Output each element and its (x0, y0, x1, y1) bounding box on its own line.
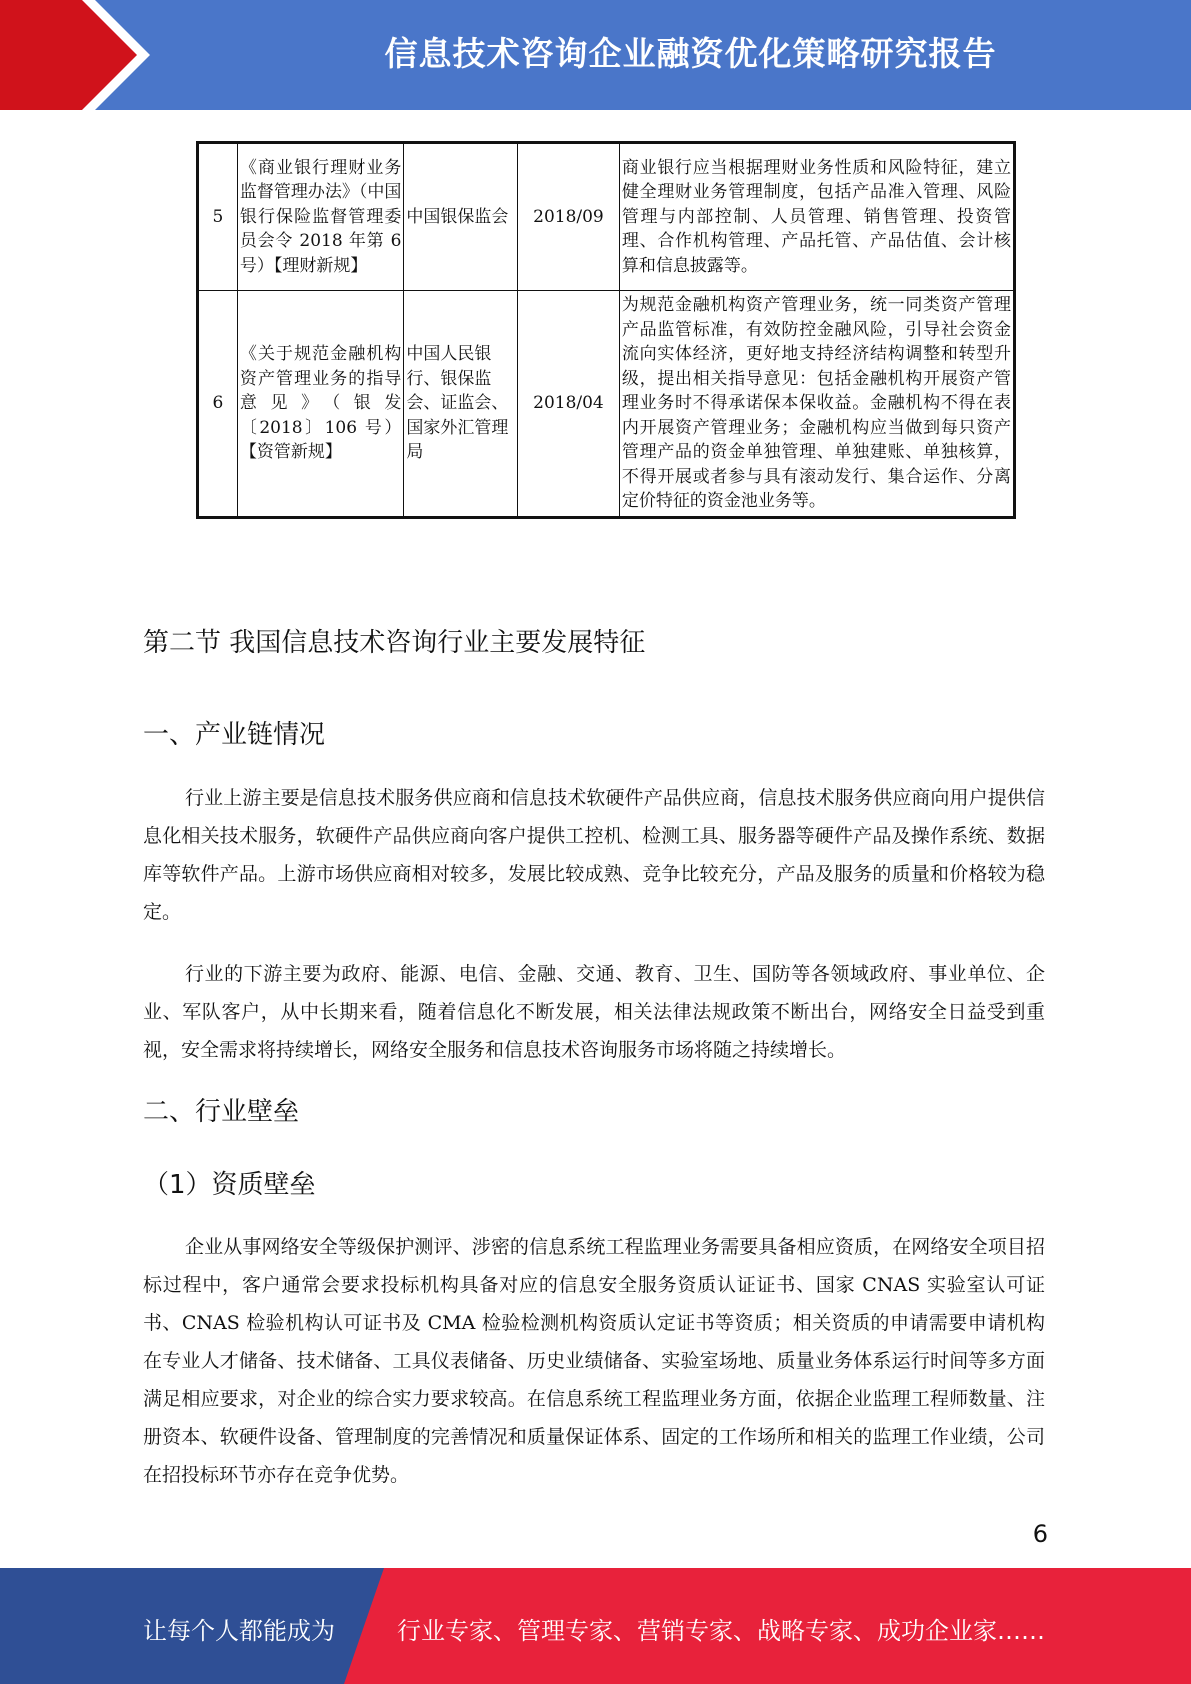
regulation-summary: 商业银行应当根据理财业务性质和风险特征，建立健全理财业务管理制度，包括产品准入管理、风险管理与内部控制、人员管理、销售管理、投资管理、合作机构管理、产品托管、产品估值、会计核算和信息披露等。 (619, 143, 1014, 291)
issuing-authority: 中国银保监会 (404, 143, 518, 291)
table-row (198, 143, 1015, 291)
issue-date: 2018/04 (518, 291, 620, 518)
page-footer (0, 1568, 1191, 1684)
footer-slogan-right: 行业专家、管理专家、营销专家、战略专家、成功企业家…… (397, 1617, 1045, 1645)
issuing-authority: 中国人民银行、银保监会、证监会、国家外汇管理局 (404, 291, 518, 518)
regulation-name: 《商业银行理财业务监督管理办法》（中国银行保险监督管理委员会令 2018 年第 6 号）【理财新规】 (237, 143, 404, 291)
regulation-summary: 为规范金融机构资产管理业务，统一同类资产管理产品监管标准，有效防控金融风险，引导社会资金流向实体经济，更好地支持经济结构调整和转型升级，提出相关指导意见：包括金融机构开展资产管理业务时不得承诺保本保收益。金融机构不得在表内开展资产管理业务；金融机构应当做到每只资产管理产品的资金单独管理、单独建账、单独核算，不得开展或者参与具有滚动发行、集合运作、分离定价特征的资金池业务等。 (619, 291, 1014, 518)
section-title: 第二节 我国信息技术咨询行业主要发展特征 (143, 628, 646, 658)
report-title: 信息技术咨询企业融资优化策略研究报告 (384, 34, 997, 73)
paragraph-qualification: 企业从事网络安全等级保护测评、涉密的信息系统工程监理业务需要具备相应资质，在网络安全项目招标过程中，客户通常会要求投标机构具备对应的信息安全服务资质认证证书、国家 CNAS 实验室认可证书、CNAS 检验机构认可证书及 CMA 检验检测机构资质认定证书等资质；相关资质的申请需要申请机构在专业人才储备、技术储备、工具仪表储备、历史业绩储备、实验室场地、质量业务体系运行时间等多方面满足相应要求，对企业的综合实力要求较高。在信息系统工程监理业务方面，依据企业监理工程师数量、注册资本、软硬件设备、管理制度的完善情况和质量保证体系、固定的工作场所和相关的监理工作业绩，公司在招投标环节亦存在竞争优势。 (143, 1236, 1045, 1486)
page-number: 6 (1032, 1520, 1048, 1548)
page-header (0, 0, 1191, 110)
regulation-name: 《关于规范金融机构资产管理业务的指导意见》（银发〔2018〕106 号）【资管新规】 (237, 291, 404, 518)
issue-date: 2018/09 (518, 143, 620, 291)
row-number: 6 (198, 291, 238, 518)
paragraph-upstream: 行业上游主要是信息技术服务供应商和信息技术软硬件产品供应商，信息技术服务供应商向用户提供信息化相关技术服务，软硬件产品供应商向客户提供工控机、检测工具、服务器等硬件产品及操作系统、数据库等软件产品。上游市场供应商相对较多，发展比较成熟、竞争比较充分，产品及服务的质量和价格较为稳定。 (143, 787, 1045, 923)
table-row (198, 291, 1015, 518)
footer-slogan-left: 让每个人都能成为 (143, 1617, 335, 1645)
paragraph-downstream: 行业的下游主要为政府、能源、电信、金融、交通、教育、卫生、国防等各领域政府、事业单位、企业、军队客户，从中长期来看，随着信息化不断发展，相关法律法规政策不断出台，网络安全日益受到重视，安全需求将持续增长，网络安全服务和信息技术咨询服务市场将随之持续增长。 (143, 963, 1045, 1061)
header-arrow-decoration (0, 0, 150, 110)
subsection-barriers: 二、行业壁垒 (143, 1097, 300, 1127)
subsection-industry-chain: 一、产业链情况 (143, 720, 326, 750)
row-number: 5 (198, 143, 238, 291)
regulation-table (196, 141, 1016, 519)
subsection-qualification-barrier: （1）资质壁垒 (143, 1170, 316, 1200)
